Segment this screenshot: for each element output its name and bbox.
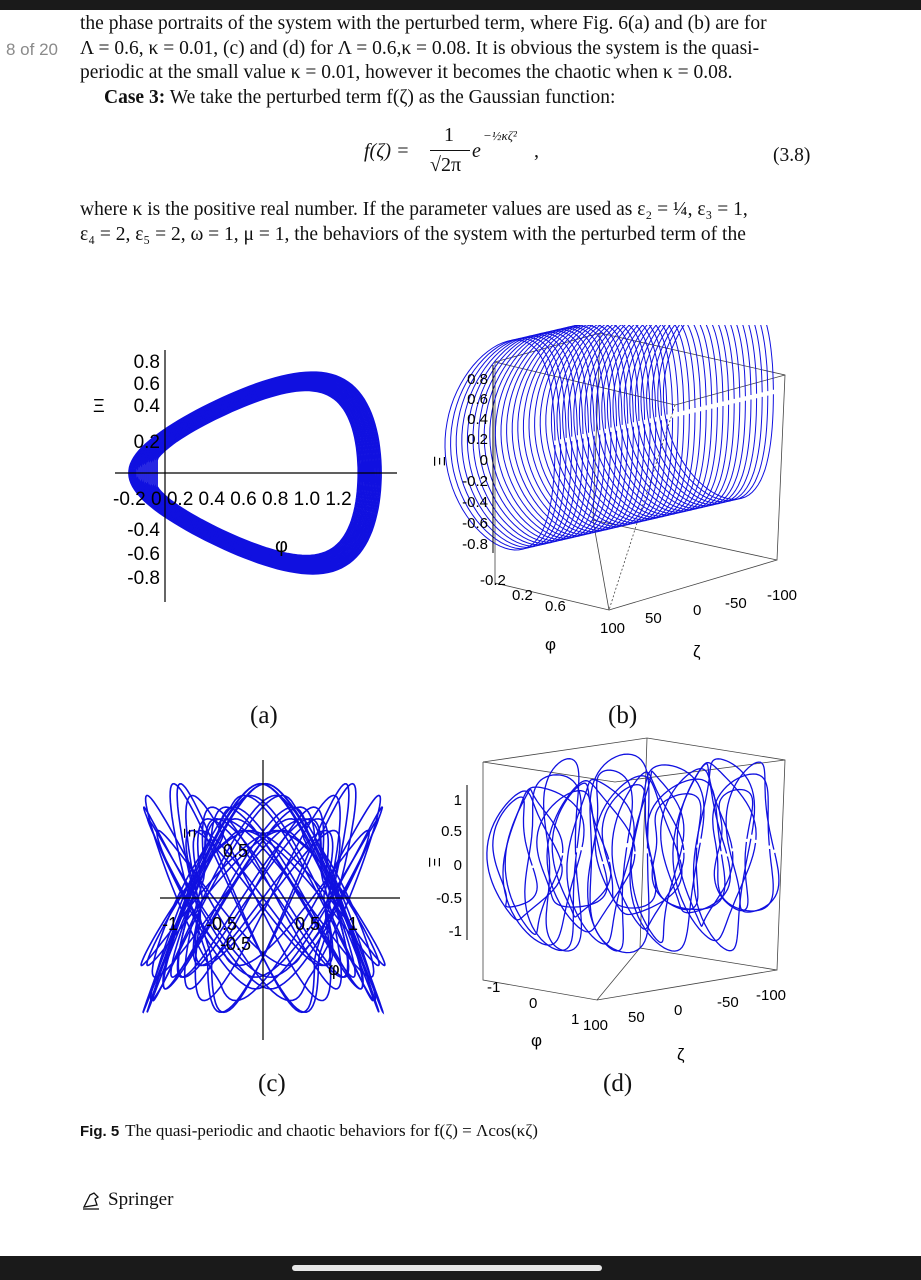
plot-b-ytick: -0.2 <box>462 473 488 490</box>
springer-horse-icon <box>80 1189 102 1211</box>
plot-a-xticks: -0.2 0 0.2 0.4 0.6 0.8 1.0 1.2 <box>113 489 352 510</box>
plot-d-ztick: 50 <box>628 1009 645 1026</box>
plot-b-ylabel: Ξ <box>430 456 447 467</box>
body-line-3: periodic at the small value κ = 0.01, however it becomes the chaotic when κ = 0.08. <box>80 62 733 83</box>
plot-a-ytick: -0.4 <box>127 520 160 541</box>
plot-d-ytick: 1 <box>453 792 462 809</box>
plot-b-ytick: 0 <box>479 452 488 469</box>
figure-caption <box>80 1121 538 1141</box>
plot-b-zlabel: ζ <box>693 642 701 661</box>
body-line-5: ε₄ = 2, ε₅ = 2, ω = 1, μ = 1, the behaviors of the system with the perturbed term of the <box>80 224 746 245</box>
fraction-bar <box>430 150 470 151</box>
body-line-4: where κ is the positive real number. If the parameter values are used as ε₂ = ¼, ε₃ = 1, <box>80 199 748 220</box>
plot-d-xtick: 1 <box>571 1011 580 1028</box>
eq-e: e <box>472 140 481 162</box>
plot-d-orbit <box>630 765 704 951</box>
panel-a-label: (a) <box>250 702 278 729</box>
plot-a-ylabel: Ξ <box>93 396 105 416</box>
body-line-1: the phase portraits of the system with the perturbed term, where Fig. 6(a) and (b) are for <box>80 13 767 34</box>
plot-d-zlabel: ζ <box>677 1045 685 1064</box>
plot-b-box <box>495 333 785 610</box>
plot-c-ylabel: Ξ <box>180 828 197 839</box>
plot-a-ytick: 0.6 <box>133 374 160 395</box>
equation-3-8 <box>360 124 560 186</box>
plot-c-tick: -0.5 <box>206 914 238 934</box>
plot-c-xlabel: φ <box>328 959 340 979</box>
case3-text: We take the perturbed term f(ζ) as the Gaussian function: <box>165 87 616 108</box>
panel-c-label: (c) <box>258 1070 286 1097</box>
plot-b-curves <box>445 325 773 550</box>
plot-b-ytick: -0.8 <box>462 536 488 553</box>
plot-d-ytick: 0 <box>453 857 462 874</box>
plot-d-ytick: 0.5 <box>441 823 462 840</box>
body-line-2: Λ = 0.6, κ = 0.01, (c) and (d) for Λ = 0.6,κ = 0.08. It is obvious the system is the quasi- <box>80 38 760 59</box>
plot-b-ztick: 100 <box>600 620 626 637</box>
plot-d-xlabel: φ <box>531 1031 543 1050</box>
publisher-footer <box>80 1189 173 1211</box>
plot-b-ytick: 0.8 <box>467 371 488 388</box>
plot-b-ztick: -100 <box>767 587 798 604</box>
publisher-name: Springer <box>108 1189 174 1210</box>
plot-c-tick: -1 <box>162 914 179 934</box>
panel-b-label: (b) <box>608 702 638 729</box>
plot-c-tick: 0.5 <box>295 914 321 934</box>
plot-b-xtick: -0.2 <box>480 572 506 589</box>
plot-d-ztick: 100 <box>583 1017 609 1034</box>
plot-a-xlabel: φ <box>275 535 288 557</box>
eq-lhs: f(ζ) = <box>364 140 410 162</box>
plot-d-orbit <box>525 775 581 951</box>
plot-d-orbit <box>726 762 779 912</box>
plot-b-xtick: 0.2 <box>512 587 533 604</box>
plot-d-orbit <box>590 754 649 953</box>
plot-c-tick: -0.5 <box>220 934 252 954</box>
panel-d-label: (d) <box>603 1070 633 1097</box>
equation-number: (3.8) <box>773 145 811 166</box>
plot-c-tick: 1 <box>348 914 359 934</box>
plot-b-ztick: 0 <box>693 602 702 619</box>
plot-d-xtick: 0 <box>529 995 538 1012</box>
status-bar <box>0 0 921 10</box>
plot-b-ytick: 0.2 <box>467 431 488 448</box>
case3-heading: Case 3: <box>104 87 166 108</box>
eq-denominator: √2π <box>430 154 462 176</box>
home-indicator[interactable] <box>292 1265 602 1271</box>
plot-b-ytick: -0.6 <box>462 515 488 532</box>
plot-d-ytick: -0.5 <box>436 890 462 907</box>
case3-line <box>104 86 837 110</box>
plot-b-xlabel: φ <box>545 635 557 654</box>
plot-b-ytick: 0.4 <box>467 411 488 428</box>
plot-d-curves <box>487 754 779 953</box>
plot-b-ztick: 50 <box>645 610 662 627</box>
plot-b-ytick: 0.6 <box>467 391 488 408</box>
eq-exponent: −½κζ² <box>483 128 517 143</box>
plot-a-ytick: -0.6 <box>127 544 160 565</box>
caption-text: The quasi-periodic and chaotic behaviors for f(ζ) = Λcos(κζ) <box>125 1121 538 1140</box>
plot-d-ztick: 0 <box>674 1002 683 1019</box>
plot-c-tick: 0.5 <box>223 841 249 861</box>
plot-a-ytick: -0.8 <box>127 568 160 589</box>
plot-a <box>85 330 425 620</box>
plot-b-ztick: -50 <box>725 595 747 612</box>
plot-d-xtick: -1 <box>487 979 501 996</box>
plot-d <box>425 730 820 1065</box>
eq-numerator: 1 <box>444 124 454 146</box>
plot-b-xtick: 0.6 <box>545 598 566 615</box>
plot-a-ytick: 0.2 <box>133 432 160 453</box>
plot-d-ztick: -50 <box>717 994 739 1011</box>
plot-a-ytick: 0.4 <box>133 396 160 417</box>
caption-figure-number: Fig. 5 <box>80 1123 120 1140</box>
plot-d-orbit <box>602 785 656 908</box>
plot-b <box>425 325 820 670</box>
plot-d-ztick: -100 <box>756 987 787 1004</box>
plot-a-ytick: 0.8 <box>133 352 160 373</box>
plot-d-ytick: -1 <box>448 923 462 940</box>
plot-d-orbit <box>713 774 774 911</box>
plot-b-ytick: -0.4 <box>462 494 488 511</box>
plot-d-ylabel: Ξ <box>425 857 442 868</box>
page-counter: 8 of 20 <box>6 40 58 59</box>
plot-c <box>120 750 420 1050</box>
eq-comma: , <box>534 140 539 162</box>
